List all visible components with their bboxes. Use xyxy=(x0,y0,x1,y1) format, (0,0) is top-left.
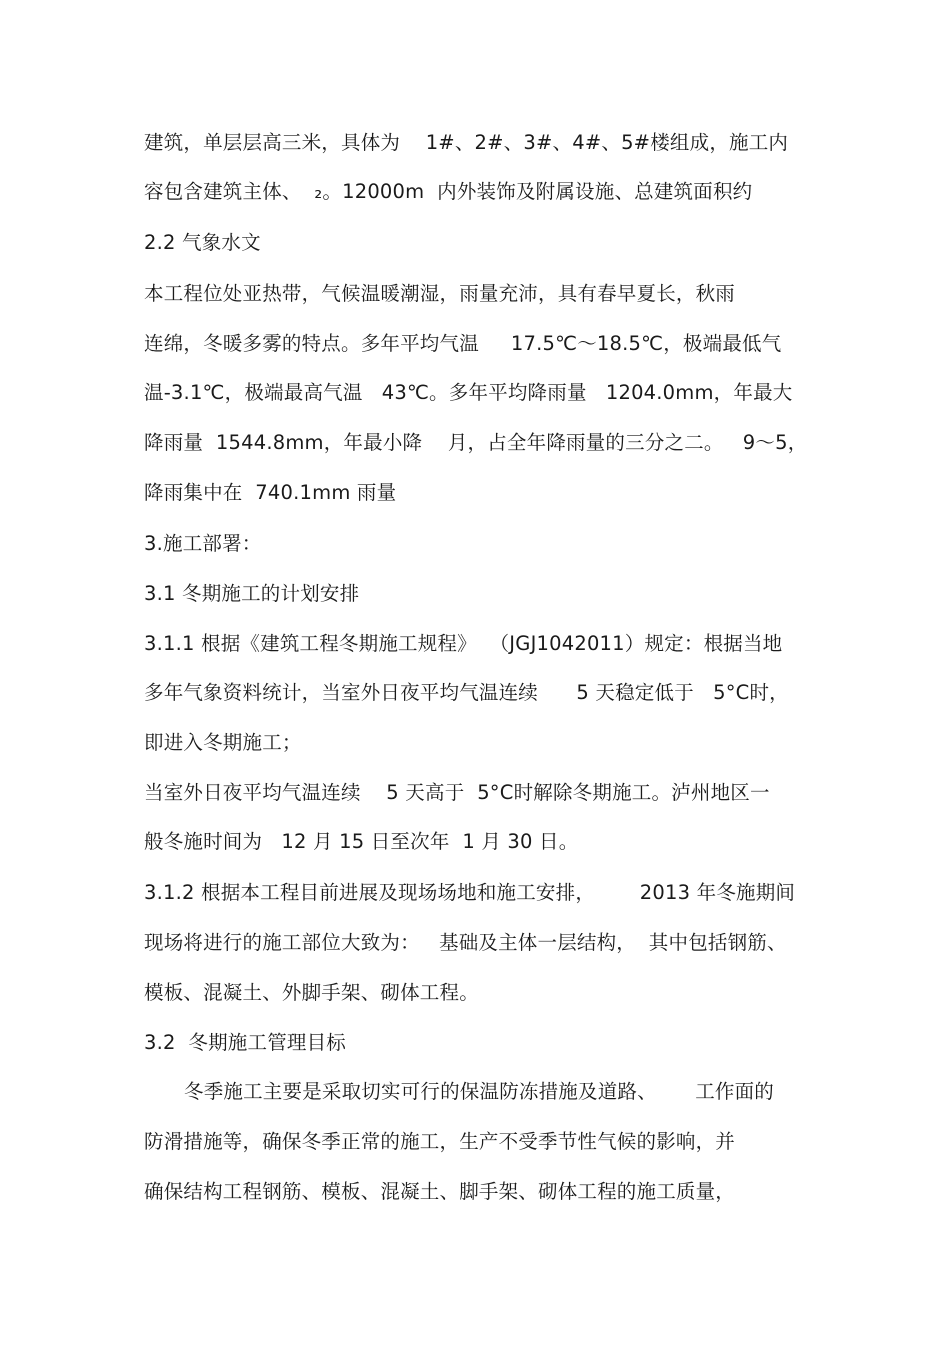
paragraph-line: 现场将进行的施工部位大致为： 基础及主体一层结构， 其中包括钢筋、 xyxy=(144,931,787,954)
paragraph-line: 降雨量 1544.8mm，年最小降 月，占全年降雨量的三分之二。 9～5， xyxy=(144,431,808,454)
paragraph-line: 本工程位处亚热带，气候温暖潮湿，雨量充沛，具有春早夏长，秋雨 xyxy=(144,282,736,305)
paragraph-line: 连绵，冬暖多雾的特点。多年平均气温 17.5℃～18.5℃，极端最低气 xyxy=(144,332,782,355)
paragraph-line: 3.1.1 根据《建筑工程冬期施工规程》 （JGJ1042011）规定：根据当地 xyxy=(144,632,783,655)
section-heading: 2.2 气象水文 xyxy=(144,231,261,254)
paragraph-line: 多年气象资料统计，当室外日夜平均气温连续 5 天稳定低于 5°C时， xyxy=(144,681,789,704)
paragraph-line: 3.1.2 根据本工程目前进展及现场场地和施工安排， 2013 年冬施期间 xyxy=(144,881,796,904)
section-heading: 3.1 冬期施工的计划安排 xyxy=(144,582,360,605)
paragraph-line: 当室外日夜平均气温连续 5 天高于 5°C时解除冬期施工。泸州地区一 xyxy=(144,781,770,804)
paragraph-line: 容包含建筑主体、 ₂。12000m 内外装饰及附属设施、总建筑面积约 xyxy=(144,180,753,203)
paragraph-line: 冬季施工主要是采取切实可行的保温防冻措施及道路、 工作面的 xyxy=(184,1080,774,1103)
paragraph-line: 防滑措施等，确保冬季正常的施工，生产不受季节性气候的影响，并 xyxy=(144,1130,736,1153)
section-heading: 3.2 冬期施工管理目标 xyxy=(144,1031,347,1054)
paragraph-line: 温-3.1℃，极端最高气温 43℃。多年平均降雨量 1204.0mm，年最大 xyxy=(144,381,793,404)
paragraph-line: 模板、混凝土、外脚手架、砌体工程。 xyxy=(144,981,479,1004)
paragraph-line: 建筑，单层层高三米，具体为 1#、2#、3#、4#、5#楼组成，施工内 xyxy=(144,131,789,154)
section-heading: 3.施工部署： xyxy=(144,532,262,555)
paragraph-line: 降雨集中在 740.1mm 雨量 xyxy=(144,481,397,504)
paragraph-line: 般冬施时间为 12 月 15 日至次年 1 月 30 日。 xyxy=(144,830,579,853)
paragraph-line: 即进入冬期施工； xyxy=(144,731,302,754)
paragraph-line: 确保结构工程钢筋、模板、混凝土、脚手架、砌体工程的施工质量， xyxy=(144,1180,736,1203)
